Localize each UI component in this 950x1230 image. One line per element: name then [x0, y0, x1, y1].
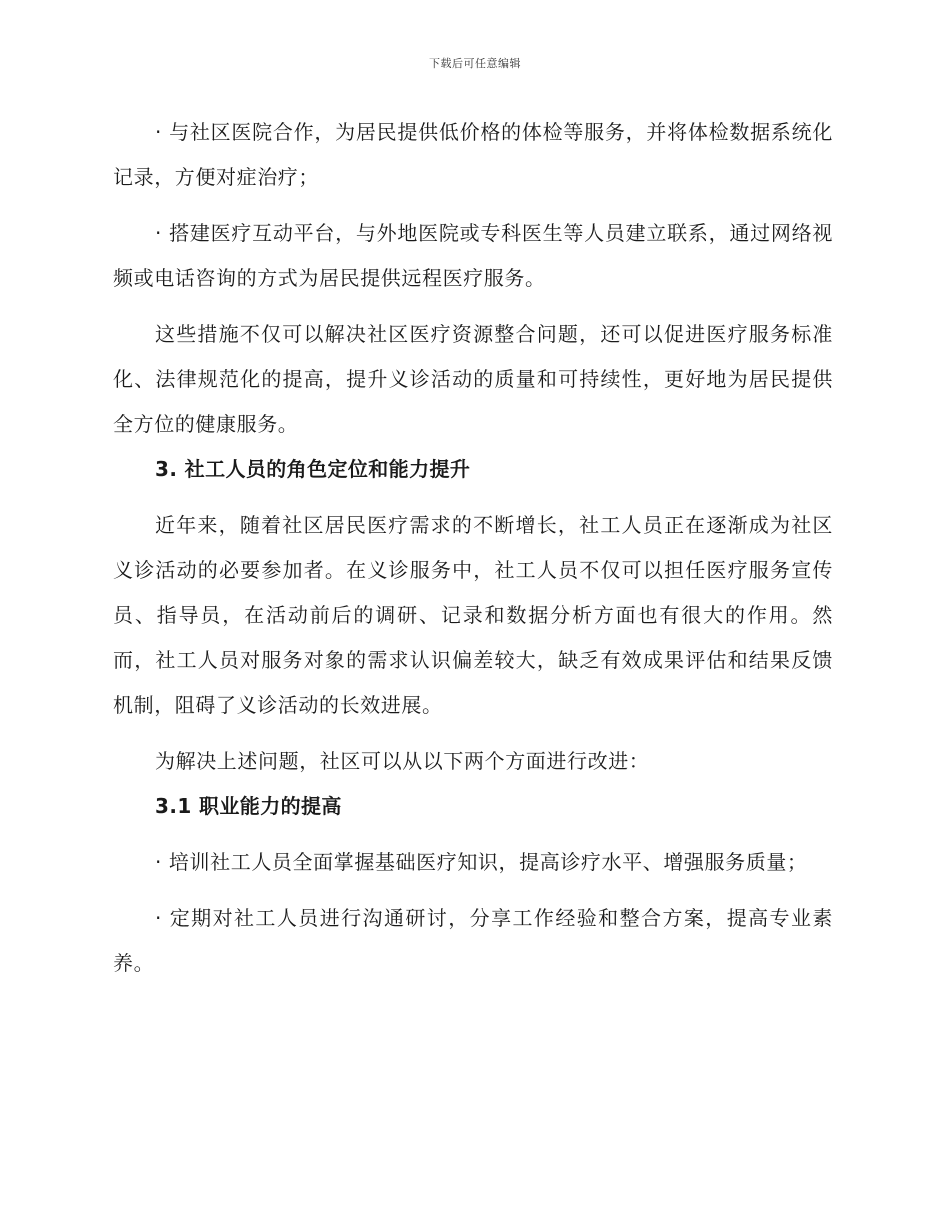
bullet-paragraph-training: · 培训社工人员全面掌握基础医疗知识，提高诊疗水平、增强服务质量；: [155, 850, 808, 874]
summary-paragraph: 这些措施不仅可以解决社区医疗资源整合问题，还可以促进医疗服务标准化、法律规范化的提高，提升义诊活动的质量和可持续性，更好地为居民提供全方位的健康服务。: [113, 322, 833, 436]
body-paragraph-social-workers: 近年来，随着社区居民医疗需求的不断增长，社工人员正在逐渐成为社区义诊活动的必要参加者。在义诊服务中，社工人员不仅可以担任医疗服务宣传员、指导员，在活动前后的调研、记录和数据分析方面也有很大的作用。然而，社工人员对服务对象的需求认识偏差较大，缺乏有效成果评估和结果反馈机制，阻碍了义诊活动的长效进展。: [113, 513, 833, 717]
page-header: 下载后可任意编辑: [429, 57, 521, 70]
bullet-paragraph-remote-medical: · 搭建医疗互动平台，与外地医院或专科医生等人员建立联系，通过网络视频或电话咨询的方式为居民提供远程医疗服务。: [113, 221, 833, 290]
body-paragraph-improvements: 为解决上述问题，社区可以从以下两个方面进行改进：: [155, 749, 650, 773]
bullet-paragraph-hospital-cooperation: · 与社区医院合作，为居民提供低价格的体检等服务，并将体检数据系统化记录，方便对症治疗；: [113, 120, 833, 189]
document-body: [113, 110, 833, 986]
section-heading-social-workers: 3. 社工人员的角色定位和能力提升: [155, 457, 471, 481]
bullet-paragraph-seminars: · 定期对社工人员进行沟通研讨，分享工作经验和整合方案，提高专业素养。: [113, 906, 833, 975]
subsection-heading-professional-ability: 3.1 职业能力的提高: [155, 794, 342, 818]
